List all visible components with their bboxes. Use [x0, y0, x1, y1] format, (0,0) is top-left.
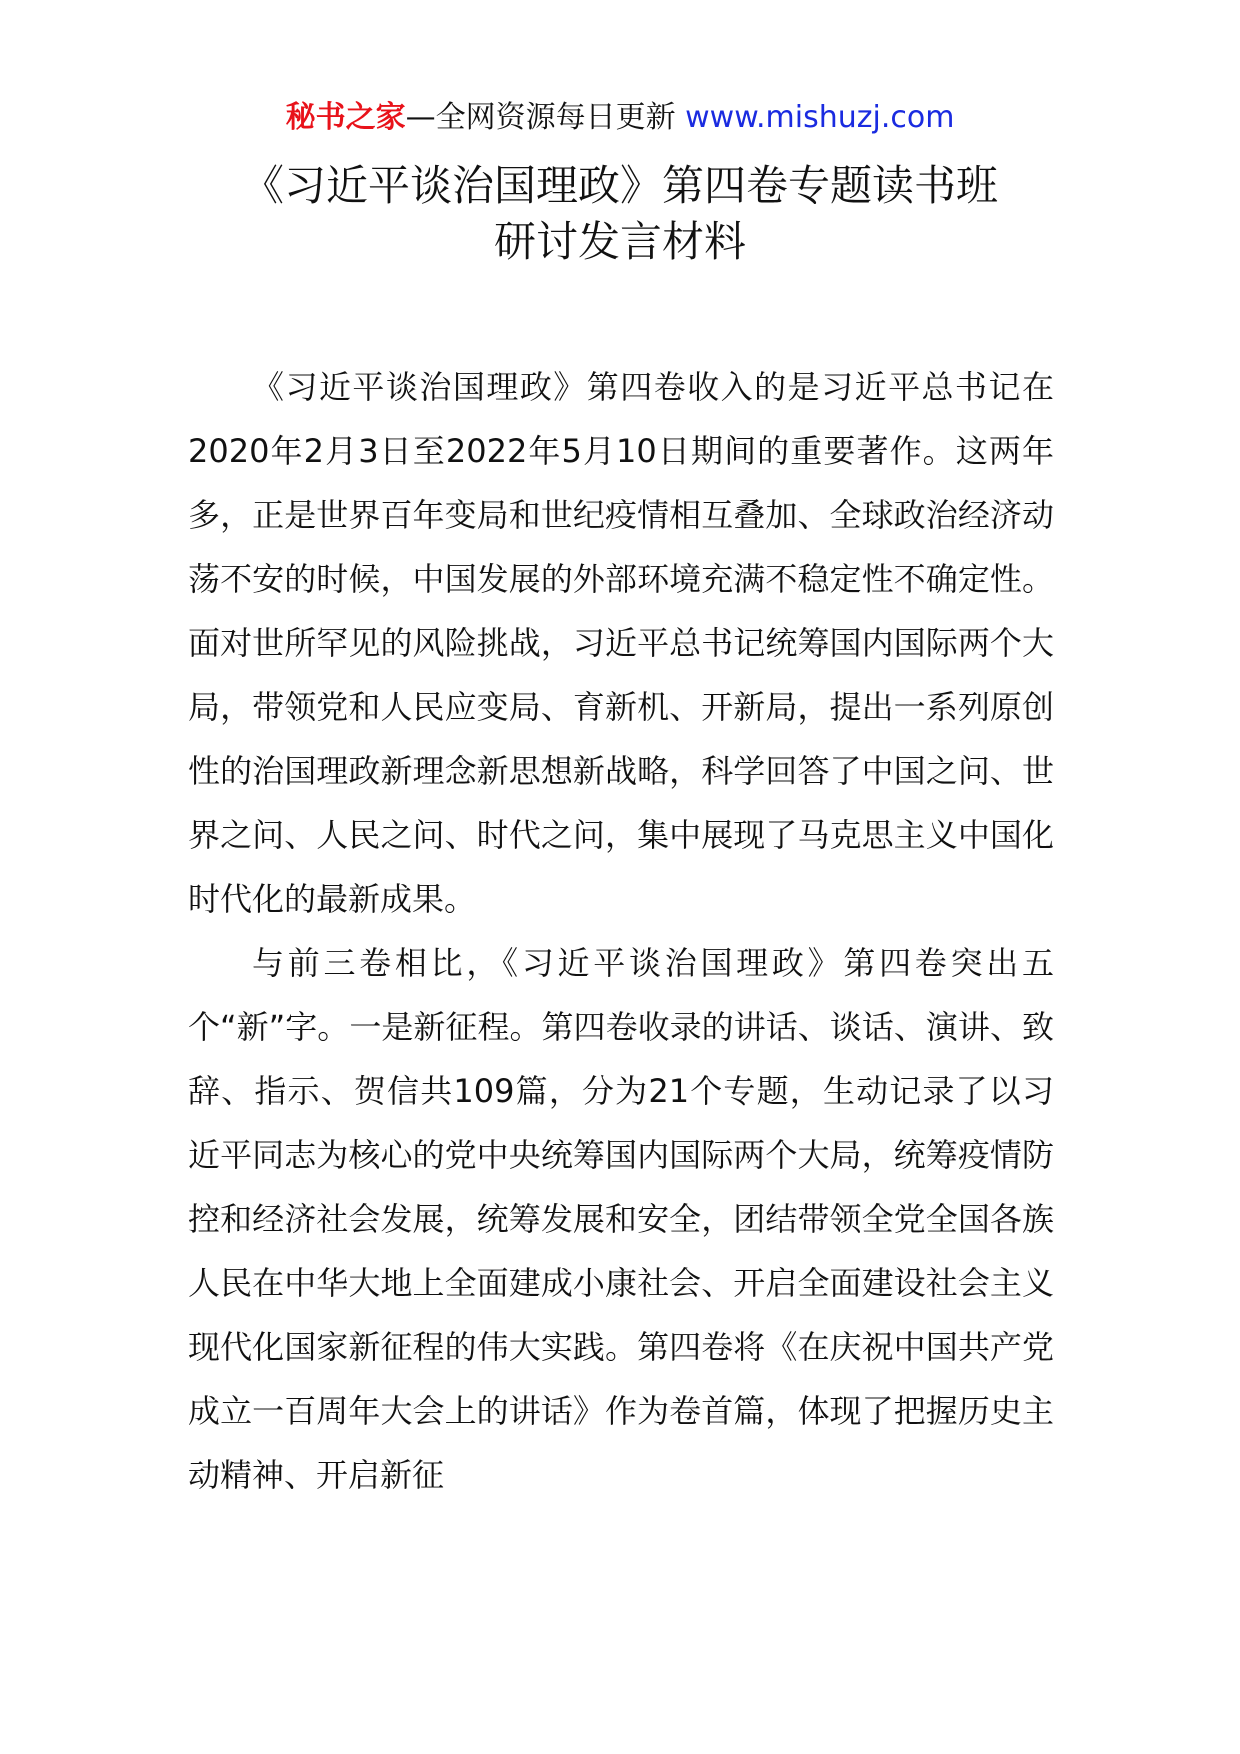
- title-line-2: 研讨发言材料: [493, 217, 746, 266]
- document-body: [188, 355, 1054, 1507]
- site-banner: [0, 98, 1240, 138]
- document-title: [0, 158, 1240, 270]
- body-paragraph-1: 《习近平谈治国理政》第四卷收入的是习近平总书记在2020年2月3日至2022年5月10日期间的重要著作。这两年多，正是世界百年变局和世纪疫情相互叠加、全球政治经济动荡不安的时候，中国发展的外部环境充满不稳定性不确定性。面对世所罕见的风险挑战，习近平总书记统筹国内国际两个大局，带领党和人民应变局、育新机、开新局，提出一系列原创性的治国理政新理念新思想新战略，科学回答了中国之问、世界之问、人民之问、时代之问，集中展现了马克思主义中国化时代化的最新成果。: [188, 368, 1054, 918]
- title-line-1: 《习近平谈治国理政》第四卷专题读书班: [241, 161, 998, 210]
- banner-tagline: —全网资源每日更新: [405, 100, 686, 135]
- brand-name: 秘书之家: [285, 100, 406, 135]
- body-paragraph-2: 与前三卷相比，《习近平谈治国理政》第四卷突出五个“新”字。一是新征程。第四卷收录的讲话、谈话、演讲、致辞、指示、贺信共109篇，分为21个专题，生动记录了以习近平同志为核心的党中央统筹国内国际两个大局，统筹疫情防控和经济社会发展，统筹发展和安全，团结带领全党全国各族人民在中华大地上全面建成小康社会、开启全面建设社会主义现代化国家新征程的伟大实践。第四卷将《在庆祝中国共产党成立一百周年大会上的讲话》作为卷首篇，体现了把握历史主动精神、开启新征: [188, 944, 1054, 1494]
- site-url-link[interactable]: www.mishuzj.com: [685, 100, 955, 135]
